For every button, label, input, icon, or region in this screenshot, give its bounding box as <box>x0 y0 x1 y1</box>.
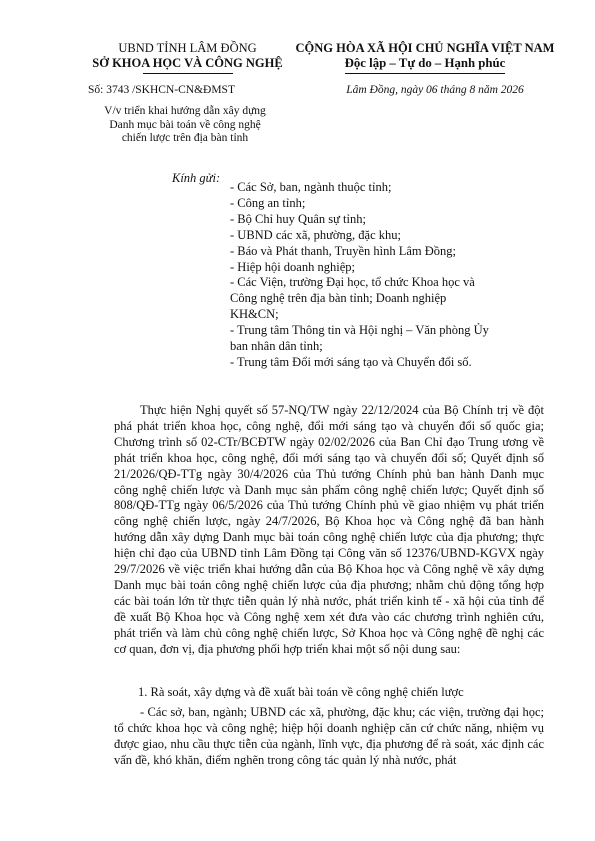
national-motto: Độc lập – Tự do – Hạnh phúc <box>344 56 506 70</box>
section-1-paragraph: - Các sở, ban, ngành; UBND các xã, phường, đặc khu; các viện, trường đại học; tổ chức khoa học và công nghệ; hiệp hội doanh nghiệp căn cứ chức năng, nhiệm vụ được giao, nhu cầu thực tiễn của ngành, lĩnh vực, địa phương để rà soát, xác định các vấn đề, khó khăn, điểm nghẽn trong công tác quản lý nhà nước, phát <box>114 705 544 767</box>
section-1-title: 1. Rà soát, xây dựng và đề xuất bài toán về công nghệ chiến lược <box>138 685 464 699</box>
subject-line: chiến lược trên địa bàn tỉnh <box>121 132 249 144</box>
recipient-item: KH&CN; <box>230 307 279 322</box>
recipient-item: - Trung tâm Thông tin và Hội nghị – Văn phòng Ủy <box>230 323 489 338</box>
main-paragraph: Thực hiện Nghị quyết số 57-NQ/TW ngày 22/12/2024 của Bộ Chính trị về đột phá phát triển khoa học, công nghệ, đổi mới sáng tạo và chuyển đổi số quốc gia; Chương trình số 02-CTr/BCĐTW ngày 02/02/2026 của Ban Chỉ đạo Trung ương về phát triển khoa học, công nghệ, đổi mới sáng tạo và chuyển đổi số; Quyết định số 21/2026/QĐ-TTg ngày 30/4/2026 của Thủ tướng Chính phủ ban hành Danh mục công nghệ chiến lược và Danh mục sản phẩm công nghệ chiến lược; Quyết định số 808/QĐ-TTg ngày 06/5/2026 của Thủ tướng Chính phủ về giao nhiệm vụ phát triển công nghệ chiến lược, ngày 24/7/2026, Bộ Khoa học và Công nghệ đã ban hành hướng dẫn xây dựng Danh mục bài toán công nghệ chiến lược của địa phương; thực hiện chỉ đạo của UBND tỉnh Lâm Đồng tại Công văn số 12376/UBND-KGVX ngày 29/7/2026 về việc triển khai hướng dẫn của Bộ Khoa học và Công nghệ về xây dựng Danh mục bài toán công nghệ chiến lược của địa phương; nhằm chủ động tổng hợp các bài toán lớn từ thực tiễn quản lý nhà nước, phát triển kinh tế - xã hội của tỉnh để đề xuất Bộ Khoa học và Công nghệ xem xét đưa vào các chương trình nghiên cứu, phát triển và làm chủ công nghệ chiến lược, Sở Khoa học và Công nghệ đề nghị các cơ quan, đơn vị, địa phương phối hợp triển khai một số nội dung sau: <box>114 403 544 656</box>
salutation: Kính gửi: <box>172 171 221 185</box>
national-header <box>290 41 560 74</box>
agency-name: UBND TỈNH LÂM ĐỒNG <box>118 41 257 55</box>
recipient-item: - Trung tâm Đổi mới sáng tạo và Chuyển đổi số. <box>230 354 472 369</box>
nation-name: CỘNG HÒA XÃ HỘI CHỦ NGHĨA VIỆT NAM <box>295 41 555 55</box>
motto-underline <box>345 73 505 74</box>
recipient-item: - Công an tỉnh; <box>230 195 306 210</box>
subject-line: V/v triển khai hướng dẫn xây dựng <box>104 105 266 117</box>
document-subject <box>85 105 285 146</box>
issuer-block <box>80 41 295 74</box>
subject-line: Danh mục bài toán về công nghệ <box>109 118 261 131</box>
issuer-underline <box>143 73 233 74</box>
recipient-item: - Các Viện, trường Đại học, tổ chức Khoa học và <box>230 275 475 290</box>
recipient-item: - UBND các xã, phường, đặc khu; <box>230 227 401 242</box>
date-location: Lâm Đồng, ngày 06 tháng 8 năm 2026 <box>346 84 524 96</box>
recipient-item: - Hiệp hội doanh nghiệp; <box>230 259 355 274</box>
recipient-item: Công nghệ trên địa bàn tỉnh; Doanh nghiệp <box>230 291 447 306</box>
recipient-item: - Bộ Chỉ huy Quân sự tỉnh; <box>230 211 366 226</box>
recipient-item: - Các Sở, ban, ngành thuộc tỉnh; <box>230 180 392 194</box>
document-number: Số: 3743 /SKHCN-CN&ĐMST <box>88 84 235 96</box>
recipient-item: ban nhân dân tỉnh; <box>230 339 323 354</box>
recipient-list <box>230 180 530 371</box>
department-name: SỞ KHOA HỌC VÀ CÔNG NGHỆ <box>92 56 283 70</box>
recipient-item: - Báo và Phát thanh, Truyền hình Lâm Đồng; <box>230 243 457 258</box>
